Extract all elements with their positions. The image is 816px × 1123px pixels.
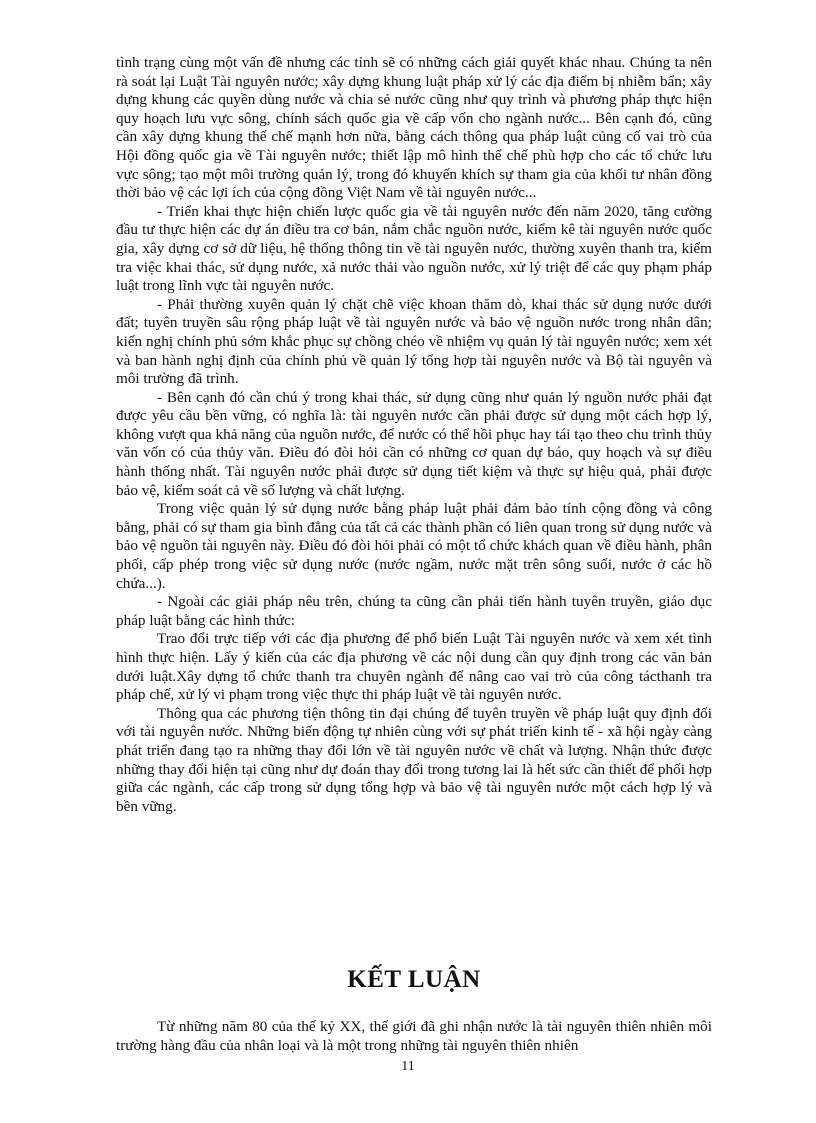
paragraph-direct-exchange: Trao đổi trực tiếp với các địa phương để phổ biến Luật Tài nguyên nước và xem xét tình hình thực hiện. Lấy ý kiến của các địa phương về các nội dung cần quy định trong các văn bản dưới luật.Xây dựng tổ chức thanh tra chuyên ngành để nâng cao vai trò của công tácthanh tra pháp chế, xử lý vi phạm trong việc thực thi pháp luật về tài nguyên nước. (116, 630, 712, 704)
paragraph-propaganda: - Ngoài các giải pháp nêu trên, chúng ta cũng cần phải tiến hành tuyên truyền, giáo dục pháp luật bằng các hình thức: (116, 593, 712, 629)
conclusion-section (116, 1018, 712, 1055)
conclusion-heading: KẾT LUẬN (347, 966, 481, 993)
paragraph-national-strategy: - Triển khai thực hiện chiến lược quốc gia về tài nguyên nước đến năm 2020, tăng cường đầu tư thực hiện các dự án điều tra cơ bản, nắm chắc nguồn nước, kiểm kê tài nguyên nước quốc gia, xây dựng cơ sở dữ liệu, hệ thống thông tin về tài nguyên nước, thường xuyên thanh tra, kiểm tra việc khai thác, sử dụng nước, xả nước thải vào nguồn nước, xử lý triệt để các quy phạm pháp luật trong lĩnh vực tài nguyên nước. (116, 202, 712, 295)
paragraph-sustainability: - Bên cạnh đó cần chú ý trong khai thác, sử dụng cũng như quản lý nguồn nước phải đạt được yêu cầu bền vững, có nghĩa là: tài nguyên nước cần phải được sử dụng một cách hợp lý, không vượt qua khả năng của nguồn nước, để nước có thể hồi phục hay tái tạo theo chu trình thủy văn vốn có của thủy văn. Điều đó đòi hỏi cần có những cơ quan dự báo, quy hoạch và sự điều hành thống nhất. Tài nguyên nước phải được sử dụng tiết kiệm và thực sự hiệu quả, phải được bảo vệ, kiểm soát cả về số lượng và chất lượng. (116, 388, 712, 499)
paragraph-legal-management: Trong việc quản lý sử dụng nước bằng pháp luật phải đảm bảo tính cộng đồng và công bằng, phải có sự tham gia bình đẳng của tất cả các thành phần có liên quan trong sử dụng nước và bảo vệ nguồn tài nguyên này. Điều đó đòi hỏi phải có một tổ chức khách quan về điều hành, phân phối, cấp phép trong việc sử dụng nước (nước ngầm, nước mặt trên sông suối, nước ở các hồ chứa...). (116, 500, 712, 592)
page-number: 11 (401, 1059, 415, 1074)
paragraph-groundwater-management: - Phải thường xuyên quản lý chặt chẽ việc khoan thăm dò, khai thác sử dụng nước dưới đất; tuyên truyền sâu rộng pháp luật về tài nguyên nước và bảo vệ nguồn nước trong nhân dân; kiến nghị chính phủ sớm khắc phục sự chồng chéo về nhiệm vụ quản lý tài nguyên nước; xem xét và ban hành nghị định của chính phủ về quản lý tổng hợp tài nguyên nước và Bộ tài nguyên và môi trường đã trình. (116, 295, 712, 388)
conclusion-paragraph: Từ những năm 80 của thế kỷ XX, thế giới đã ghi nhận nước là tài nguyên thiên nhiên môi trường hàng đầu của nhân loại và là một trong những tài nguyên thiên nhiên (116, 1018, 712, 1054)
paragraph-continuation: tình trạng cùng một vấn đề nhưng các tỉnh sẽ có những cách giải quyết khác nhau. Chúng ta nên rà soát lại Luật Tài nguyên nước; xây dựng khung luật pháp xử lý các địa điểm bị nhiễm bẩn; xây dựng khung các quyền dùng nước và chia sẻ nước cũng như quy trình và phương pháp thực hiện quy hoạch lưu vực sông, chính sách quốc gia về cấp vốn cho ngành nước... Bên cạnh đó, cũng cần xây dựng khung thể chế mạnh hơn nữa, bằng cách thông qua pháp luật củng cố vai trò của Hội đồng quốc gia về Tài nguyên nước; thiết lập mô hình thể chế phù hợp cho các tổ chức lưu vực sông; tạo một môi trường quản lý, trong đó khuyến khích sự tham gia của khối tư nhân đồng thời bảo vệ các lợi ích của cộng đồng Việt Nam về tài nguyên nước... (116, 54, 712, 202)
document-body (116, 54, 712, 816)
paragraph-mass-media: Thông qua các phương tiện thông tin đại chúng để tuyên truyền về pháp luật quy định đối với tài nguyên nước. Những biến động tự nhiên cùng với sự phát triển kinh tế - xã hội ngày càng phát triển đang tạo ra những thay đổi lớn về tài nguyên nước về chất và lượng. Nhận thức được những thay đổi hiện tại cũng như dự đoán thay đổi trong tương lai là hết sức cần thiết để phối hợp giữa các ngành, các cấp trong sử dụng tổng hợp và bảo vệ tài nguyên nước một cách hợp lý và bền vững. (116, 704, 712, 815)
